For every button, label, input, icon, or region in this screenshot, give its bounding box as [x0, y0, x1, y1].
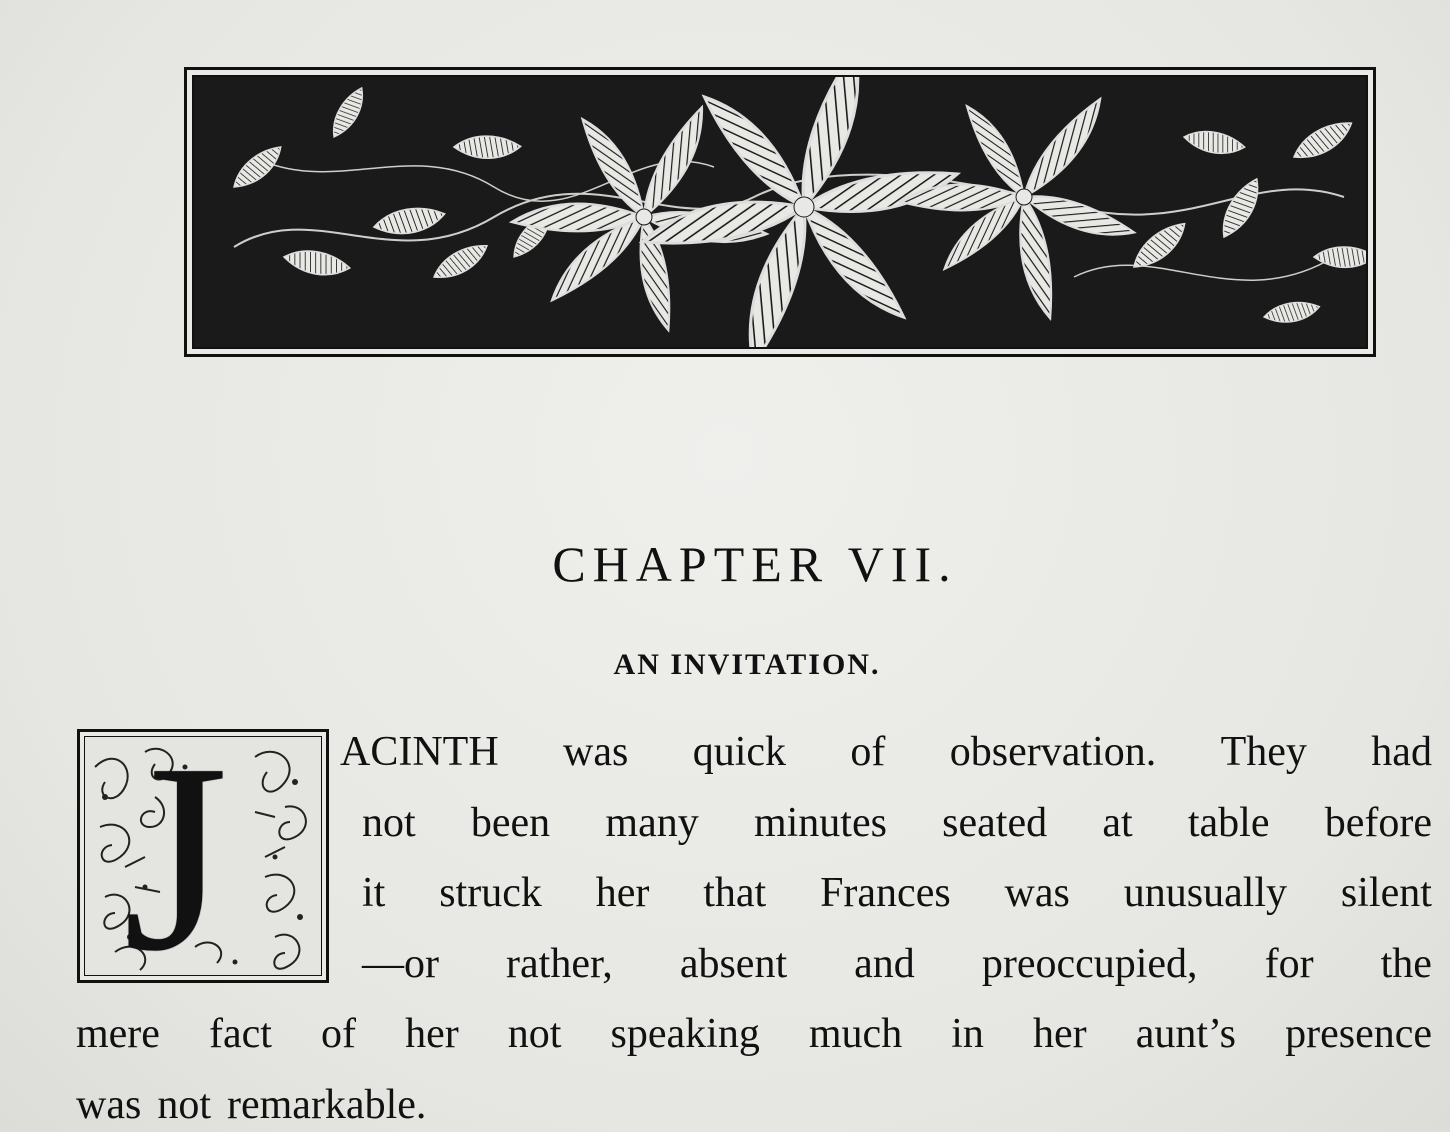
- body-word: at: [1102, 800, 1133, 846]
- body-line: [340, 727, 1432, 777]
- body-word: it: [362, 870, 386, 916]
- body-word: fact: [209, 1011, 272, 1057]
- body-word: —or: [362, 941, 439, 987]
- chapter-title: CHAPTER VII.: [552, 536, 958, 592]
- floral-headpiece-ornament: [184, 67, 1376, 357]
- body-word: table: [1187, 800, 1270, 846]
- chapter-subtitle: AN INVITATION.: [613, 648, 881, 681]
- body-word: remarkable.: [227, 1082, 427, 1128]
- body-word: silent: [1340, 870, 1432, 916]
- body-word: many: [605, 800, 699, 846]
- body-word: not: [507, 1011, 562, 1057]
- body-word: was: [563, 729, 629, 775]
- body-word: and: [854, 941, 915, 987]
- body-word: mere: [76, 1011, 160, 1057]
- body-word: been: [470, 800, 551, 846]
- body-word: minutes: [753, 800, 887, 846]
- body-word: was: [1004, 870, 1070, 916]
- body-word: her: [405, 1011, 459, 1057]
- body-word: not: [157, 1082, 211, 1128]
- body-word: in: [951, 1011, 984, 1057]
- body-word: struck: [439, 870, 542, 916]
- body-word: seated: [942, 800, 1048, 846]
- body-word: unusually: [1123, 870, 1288, 916]
- body-word: her: [1033, 1011, 1087, 1057]
- body-word: ACINTH: [340, 729, 499, 775]
- body-word: for: [1264, 941, 1314, 987]
- body-word: the: [1380, 941, 1432, 987]
- body-word: preoccupied,: [981, 941, 1198, 987]
- body-word: was: [76, 1082, 142, 1128]
- body-line: [76, 1009, 1432, 1059]
- drop-cap-background: [84, 736, 322, 976]
- body-word: that: [703, 870, 767, 916]
- body-word: not: [362, 800, 416, 846]
- body-word: They: [1220, 729, 1307, 775]
- body-word: her: [595, 870, 650, 916]
- body-word: observation.: [949, 729, 1157, 775]
- body-word: Frances: [820, 870, 951, 916]
- body-word: absent: [679, 941, 788, 987]
- body-word: quick: [692, 729, 787, 775]
- ornamental-drop-cap: [77, 729, 329, 983]
- body-word: speaking: [610, 1011, 760, 1057]
- body-word: aunt’s: [1135, 1011, 1237, 1057]
- body-word: much: [808, 1011, 903, 1057]
- body-line: [362, 868, 1432, 918]
- body-word: rather,: [506, 941, 613, 987]
- body-line: [362, 798, 1432, 848]
- body-word: presence: [1285, 1011, 1432, 1057]
- body-word: of: [850, 729, 886, 775]
- headpiece-engraving: [192, 75, 1368, 349]
- drop-cap-letter: J: [123, 736, 229, 976]
- body-word: had: [1371, 729, 1432, 775]
- body-word: of: [321, 1011, 357, 1057]
- flower-engraving-icon: [194, 77, 1366, 347]
- body-line: [362, 939, 1432, 989]
- body-word: before: [1324, 800, 1432, 846]
- body-line: [76, 1080, 426, 1130]
